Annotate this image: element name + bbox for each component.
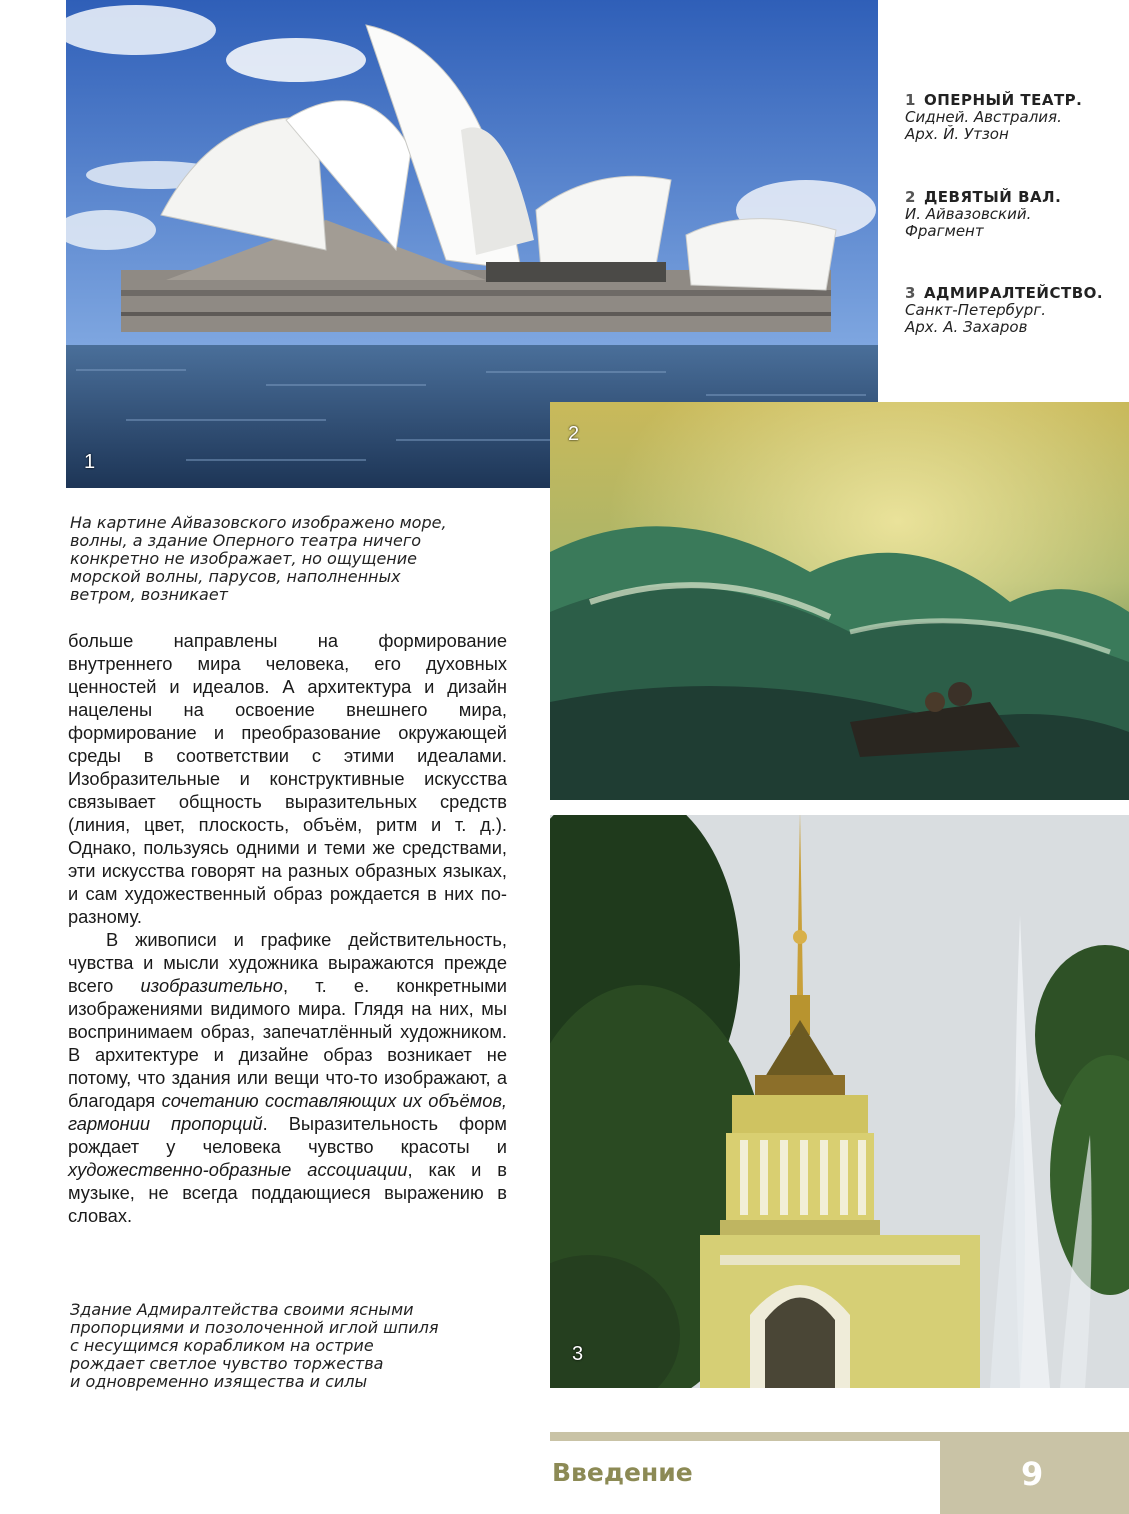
paragraph: больше направлены на формирование внутреннего мира человека, его духовных ценностей и идеалов. А архитектура и дизайн нацелены на освоение внешнего мира, формирование и преобразование окружающей среды в соответствии с этими идеалами. Изобразительные и конструктивные искусства связывает общность выразительных средств (линия, цвет, плоскость, объём, ритм и т. д.). Однако, пользуясь одними и теми же средствами, эти искусства говорят на разных образных языках, и сам художественный образ рождается в них по-разному. (68, 630, 507, 927)
admiralty-caption (70, 1301, 540, 1391)
caption-line: и одновременно изящества и силы (70, 1372, 368, 1391)
footer-section (552, 1458, 693, 1487)
page-number: 9 (1021, 1455, 1044, 1493)
admiralty-illustration (550, 815, 1129, 1388)
image-comparison-caption (70, 514, 540, 604)
photo-number: 3 (572, 1343, 584, 1365)
paragraph (68, 928, 507, 1227)
photo-ninth-wave (550, 402, 1129, 800)
caption-line: Санкт-Петербург. (905, 301, 1046, 319)
caption-line: морской волны, парусов, наполненных (70, 567, 401, 586)
photo-admiralty (550, 815, 1129, 1388)
caption-line: пропорциями и позолоченной иглой шпиля (70, 1318, 439, 1337)
section-title: Введение (552, 1458, 693, 1487)
caption-title: АДМИРАЛТЕЙСТВО. (923, 284, 1104, 302)
caption-line: Здание Адмиралтейства своими ясными (70, 1300, 414, 1319)
text-run: . Выразительность форм рождает у человека чувство красоты и (68, 1113, 507, 1157)
caption-line: с несущимся корабликом на острие (70, 1336, 374, 1355)
caption-line: Фрагмент (905, 222, 984, 240)
caption-line: рождает светлое чувство торжества (70, 1354, 384, 1373)
caption-line: ветром, возникает (70, 585, 228, 604)
page-number-box (940, 1441, 1129, 1514)
caption-line: Арх. А. Захаров (905, 318, 1028, 336)
caption-line: волны, а здание Оперного театра ничего (70, 531, 422, 550)
caption-title: ДЕВЯТЫЙ ВАЛ. (923, 188, 1062, 206)
text-run: , как и в музыке, не всегда поддающиеся выражению в словах. (68, 1159, 507, 1226)
text-run: , т. е. конкретными изображениями видимого мира. Глядя на них, мы воспринимаем образ, запечатлённый художником. В архитектуре и дизайне образ возникает не потому, что здания или вещи что-то изображают, а благодаря (68, 975, 508, 1111)
emphasis: художественно-образные ассоциации (68, 1159, 408, 1180)
photo-number: 2 (568, 423, 580, 445)
photo-number: 1 (84, 451, 96, 473)
emphasis: сочетанию составляющих их объёмов, гармонии пропорций (68, 1090, 507, 1134)
caption-number: 2 (905, 188, 916, 206)
caption-2 (905, 189, 1120, 240)
text-run: В живописи и графике действительность, чувства и мысли художника выражаются прежде всего (68, 929, 507, 996)
caption-line: И. Айвазовский. (905, 205, 1032, 223)
caption-number: 1 (905, 91, 916, 109)
caption-line: конкретно не изображает, но ощущение (70, 549, 417, 568)
ninth-wave-illustration (550, 402, 1129, 800)
caption-3 (905, 285, 1125, 336)
main-text (68, 629, 507, 1227)
caption-line: На картине Айвазовского изображено море, (70, 513, 447, 532)
footer-divider (550, 1432, 1129, 1441)
emphasis: изобразительно (140, 975, 283, 996)
caption-line: Арх. Й. Утзон (905, 125, 1009, 143)
caption-title: ОПЕРНЫЙ ТЕАТР. (923, 91, 1083, 109)
caption-line: Сидней. Австралия. (905, 108, 1062, 126)
caption-1 (905, 92, 1120, 143)
caption-number: 3 (905, 284, 916, 302)
